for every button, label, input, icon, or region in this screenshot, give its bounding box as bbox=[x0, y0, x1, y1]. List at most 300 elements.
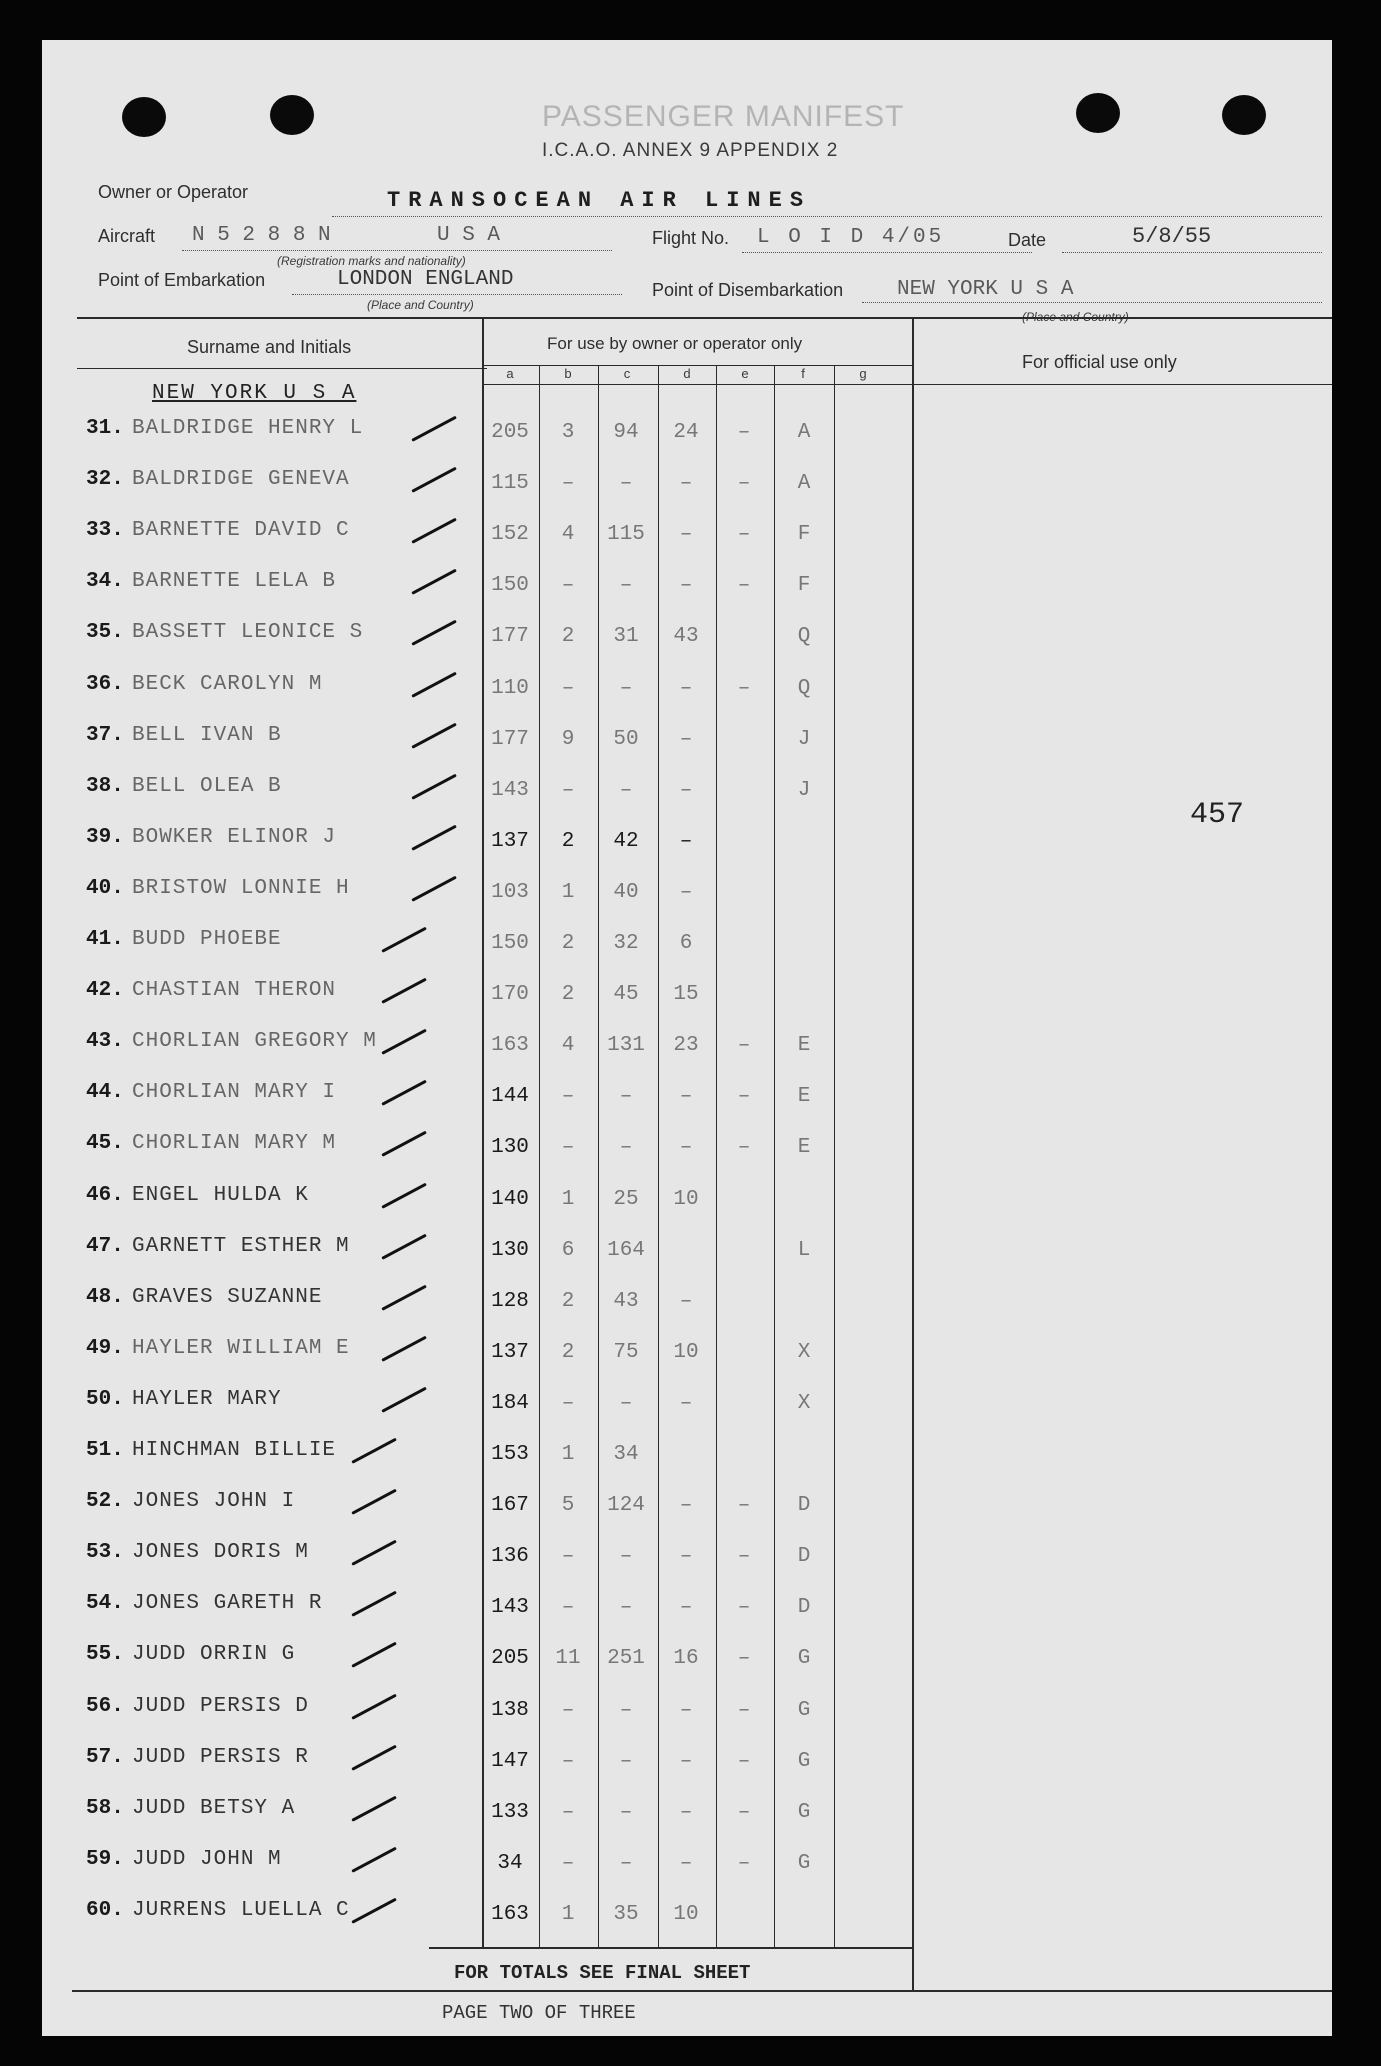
cell-b: 2 bbox=[561, 830, 575, 853]
column-letter-c: c bbox=[623, 366, 631, 381]
check-mark-icon bbox=[381, 1080, 427, 1106]
cell-d: 43 bbox=[673, 625, 699, 648]
cell-f: E bbox=[797, 1085, 811, 1108]
owner-rule bbox=[332, 216, 1322, 217]
cell-d: – bbox=[679, 1545, 693, 1568]
cell-d: 10 bbox=[673, 1341, 699, 1364]
check-mark-icon bbox=[411, 825, 457, 851]
cell-b: – bbox=[561, 1852, 575, 1875]
cell-a: 147 bbox=[491, 1750, 529, 1773]
cell-a: 110 bbox=[491, 677, 529, 700]
cell-c: – bbox=[619, 1852, 633, 1875]
cell-d: – bbox=[679, 1136, 693, 1159]
row-number: 47. bbox=[86, 1235, 124, 1258]
cell-f: X bbox=[797, 1341, 811, 1364]
row-number: 34. bbox=[86, 570, 124, 593]
cell-c: – bbox=[619, 574, 633, 597]
punch-hole-icon bbox=[1222, 95, 1266, 135]
cell-c: 34 bbox=[613, 1443, 639, 1466]
cell-a: 163 bbox=[491, 1903, 529, 1926]
cell-b: 3 bbox=[561, 421, 575, 444]
cell-a: 144 bbox=[491, 1085, 529, 1108]
passenger-name: HINCHMAN BILLIE bbox=[132, 1439, 337, 1462]
passenger-name: JUDD PERSIS D bbox=[132, 1695, 309, 1718]
date-label: Date bbox=[1008, 230, 1047, 250]
cell-d: – bbox=[679, 1852, 693, 1875]
annex-reference: I.C.A.O. ANNEX 9 APPENDIX 2 bbox=[542, 140, 839, 161]
row-number: 42. bbox=[86, 979, 124, 1002]
cell-d: 6 bbox=[679, 932, 693, 955]
passenger-name: BELL OLEA B bbox=[132, 775, 282, 798]
totals-bottom-rule bbox=[72, 1990, 1332, 1992]
cell-b: – bbox=[561, 779, 575, 802]
cell-c: 32 bbox=[613, 932, 639, 955]
column-letter-g: g bbox=[859, 366, 867, 381]
cell-c: 42 bbox=[613, 830, 639, 853]
cell-e: – bbox=[737, 1034, 751, 1057]
cell-a: 140 bbox=[491, 1188, 529, 1211]
cell-f: G bbox=[797, 1750, 811, 1773]
cell-d: 23 bbox=[673, 1034, 699, 1057]
cell-e: – bbox=[737, 677, 751, 700]
cell-f: D bbox=[797, 1596, 811, 1619]
disembarkation-label: Point of Disembarkation bbox=[652, 280, 844, 300]
passenger-name: JONES DORIS M bbox=[132, 1541, 309, 1564]
check-mark-icon bbox=[411, 467, 457, 493]
cell-b: 2 bbox=[561, 1290, 575, 1313]
cell-b: 6 bbox=[561, 1239, 575, 1262]
row-number: 46. bbox=[86, 1184, 124, 1207]
cell-f: G bbox=[797, 1801, 811, 1824]
cell-a: 205 bbox=[491, 1647, 529, 1670]
cell-a: 152 bbox=[491, 523, 529, 546]
owner-use-header: For use by owner or operator only bbox=[547, 334, 803, 353]
page-number: PAGE TWO OF THREE bbox=[442, 2002, 636, 2024]
cell-f: E bbox=[797, 1136, 811, 1159]
cell-d: – bbox=[679, 1085, 693, 1108]
check-mark-icon bbox=[381, 1029, 427, 1055]
cell-a: 103 bbox=[491, 881, 529, 904]
cell-a: 177 bbox=[491, 728, 529, 751]
passenger-name: JURRENS LUELLA C bbox=[132, 1899, 350, 1922]
cell-a: 150 bbox=[491, 932, 529, 955]
cell-b: 1 bbox=[561, 1443, 575, 1466]
cell-b: 1 bbox=[561, 881, 575, 904]
row-number: 58. bbox=[86, 1797, 124, 1820]
cell-c: – bbox=[619, 677, 633, 700]
cell-d: – bbox=[679, 830, 693, 853]
row-number: 45. bbox=[86, 1132, 124, 1155]
passenger-name: BASSETT LEONICE S bbox=[132, 621, 364, 644]
check-mark-icon bbox=[351, 1438, 397, 1464]
check-mark-icon bbox=[381, 1234, 427, 1260]
col-divider-ef bbox=[774, 366, 775, 1947]
cell-b: 4 bbox=[561, 523, 575, 546]
row-number: 37. bbox=[86, 724, 124, 747]
cell-a: 133 bbox=[491, 1801, 529, 1824]
cell-f: G bbox=[797, 1699, 811, 1722]
cell-b: – bbox=[561, 1392, 575, 1415]
cell-a: 143 bbox=[491, 1596, 529, 1619]
cell-a: 137 bbox=[491, 1341, 529, 1364]
cell-c: 25 bbox=[613, 1188, 639, 1211]
cell-b: 2 bbox=[561, 932, 575, 955]
cell-a: 177 bbox=[491, 625, 529, 648]
column-letter-b: b bbox=[564, 366, 572, 381]
cell-a: 163 bbox=[491, 1034, 529, 1057]
row-number: 40. bbox=[86, 877, 124, 900]
cell-f: Q bbox=[797, 625, 811, 648]
disembarkation-value: NEW YORK U S A bbox=[897, 278, 1074, 301]
passenger-name: CHORLIAN MARY I bbox=[132, 1081, 337, 1104]
row-number: 41. bbox=[86, 928, 124, 951]
cell-b: – bbox=[561, 1136, 575, 1159]
passenger-name: BOWKER ELINOR J bbox=[132, 826, 337, 849]
cell-d: – bbox=[679, 1392, 693, 1415]
check-mark-icon bbox=[381, 978, 427, 1004]
passenger-name: BECK CAROLYN M bbox=[132, 673, 323, 696]
cell-a: 170 bbox=[491, 983, 529, 1006]
check-mark-icon bbox=[381, 1387, 427, 1413]
embarkation-label: Point of Embarkation bbox=[98, 270, 266, 290]
cell-a: 34 bbox=[497, 1852, 523, 1875]
colletters-underline bbox=[482, 384, 912, 385]
row-number: 33. bbox=[86, 519, 124, 542]
column-letter-d: d bbox=[683, 366, 691, 381]
surname-underline bbox=[77, 368, 487, 369]
surname-header: Surname and Initials bbox=[187, 337, 352, 357]
cell-a: 153 bbox=[491, 1443, 529, 1466]
cell-b: 5 bbox=[561, 1494, 575, 1517]
check-mark-icon bbox=[411, 723, 457, 749]
cell-e: – bbox=[737, 1085, 751, 1108]
totals-top-rule bbox=[429, 1947, 914, 1949]
aircraft-rule bbox=[182, 250, 612, 251]
passenger-name: HAYLER WILLIAM E bbox=[132, 1337, 350, 1360]
row-number: 49. bbox=[86, 1337, 124, 1360]
cell-c: 31 bbox=[613, 625, 639, 648]
cell-c: 124 bbox=[607, 1494, 645, 1517]
cell-b: – bbox=[561, 1545, 575, 1568]
cell-c: 75 bbox=[613, 1341, 639, 1364]
col-divider-cd bbox=[658, 366, 659, 1947]
cell-c: 131 bbox=[607, 1034, 645, 1057]
cell-d: – bbox=[679, 1750, 693, 1773]
cell-e: – bbox=[737, 574, 751, 597]
column-letter-e: e bbox=[741, 366, 749, 381]
cell-e: – bbox=[737, 1136, 751, 1159]
official-underline bbox=[912, 384, 1332, 385]
check-mark-icon bbox=[411, 672, 457, 698]
cell-d: – bbox=[679, 574, 693, 597]
cell-d: 15 bbox=[673, 983, 699, 1006]
official-note: 457 bbox=[1190, 798, 1245, 832]
row-number: 51. bbox=[86, 1439, 124, 1462]
check-mark-icon bbox=[351, 1847, 397, 1873]
aircraft-registration: N 5 2 8 8 N bbox=[192, 224, 331, 247]
passenger-name: BALDRIDGE HENRY L bbox=[132, 417, 364, 440]
passenger-name: HAYLER MARY bbox=[132, 1388, 282, 1411]
cell-b: – bbox=[561, 1801, 575, 1824]
section-heading: NEW YORK U S A bbox=[152, 382, 357, 405]
cell-c: 94 bbox=[613, 421, 639, 444]
cell-a: 130 bbox=[491, 1239, 529, 1262]
row-number: 52. bbox=[86, 1490, 124, 1513]
cell-c: – bbox=[619, 1801, 633, 1824]
col-divider-fg bbox=[834, 366, 835, 1947]
cell-c: 40 bbox=[613, 881, 639, 904]
row-number: 55. bbox=[86, 1643, 124, 1666]
check-mark-icon bbox=[411, 569, 457, 595]
cell-c: – bbox=[619, 779, 633, 802]
cell-f: F bbox=[797, 523, 811, 546]
cell-c: 43 bbox=[613, 1290, 639, 1313]
aircraft-label: Aircraft bbox=[98, 226, 156, 246]
passenger-name: JUDD JOHN M bbox=[132, 1848, 282, 1871]
cell-d: – bbox=[679, 779, 693, 802]
cell-c: – bbox=[619, 1392, 633, 1415]
embarkation-value: LONDON ENGLAND bbox=[337, 268, 514, 291]
cell-a: 150 bbox=[491, 574, 529, 597]
check-mark-icon bbox=[411, 876, 457, 902]
cell-e: – bbox=[737, 1852, 751, 1875]
cell-d: – bbox=[679, 728, 693, 751]
cell-e: – bbox=[737, 1494, 751, 1517]
cell-e: – bbox=[737, 1801, 751, 1824]
cell-d: – bbox=[679, 677, 693, 700]
row-number: 53. bbox=[86, 1541, 124, 1564]
check-mark-icon bbox=[351, 1796, 397, 1822]
cell-c: 251 bbox=[607, 1647, 645, 1670]
check-mark-icon bbox=[411, 518, 457, 544]
cell-b: – bbox=[561, 574, 575, 597]
cell-f: D bbox=[797, 1545, 811, 1568]
cell-d: – bbox=[679, 881, 693, 904]
owner-value: TRANSOCEAN AIR LINES bbox=[387, 188, 812, 213]
passenger-name: CHORLIAN MARY M bbox=[132, 1132, 337, 1155]
passenger-name: BARNETTE LELA B bbox=[132, 570, 337, 593]
cell-d: – bbox=[679, 523, 693, 546]
row-number: 59. bbox=[86, 1848, 124, 1871]
cell-f: J bbox=[797, 728, 811, 751]
cell-c: 164 bbox=[607, 1239, 645, 1262]
punch-hole-icon bbox=[122, 97, 166, 137]
passenger-name: ENGEL HULDA K bbox=[132, 1184, 309, 1207]
cell-e: – bbox=[737, 1699, 751, 1722]
column-letter-f: f bbox=[801, 366, 805, 381]
manifest-sheet bbox=[42, 40, 1332, 2036]
cell-f: F bbox=[797, 574, 811, 597]
cell-f: X bbox=[797, 1392, 811, 1415]
passenger-name: CHASTIAN THERON bbox=[132, 979, 337, 1002]
cell-c: – bbox=[619, 1596, 633, 1619]
cell-c: – bbox=[619, 1136, 633, 1159]
passenger-name: BARNETTE DAVID C bbox=[132, 519, 350, 542]
cell-b: 9 bbox=[561, 728, 575, 751]
cell-b: – bbox=[561, 472, 575, 495]
cell-e: – bbox=[737, 1750, 751, 1773]
cell-b: – bbox=[561, 1596, 575, 1619]
cell-c: – bbox=[619, 472, 633, 495]
passenger-name: BRISTOW LONNIE H bbox=[132, 877, 350, 900]
cell-e: – bbox=[737, 523, 751, 546]
cell-a: 184 bbox=[491, 1392, 529, 1415]
cell-a: 128 bbox=[491, 1290, 529, 1313]
cell-c: – bbox=[619, 1699, 633, 1722]
aircraft-nationality: U S A bbox=[437, 224, 501, 247]
passenger-name: JUDD ORRIN G bbox=[132, 1643, 296, 1666]
cell-a: 143 bbox=[491, 779, 529, 802]
cell-a: 138 bbox=[491, 1699, 529, 1722]
owner-label: Owner or Operator bbox=[98, 182, 249, 202]
passenger-name: GRAVES SUZANNE bbox=[132, 1286, 323, 1309]
cell-a: 130 bbox=[491, 1136, 529, 1159]
passenger-name: JONES JOHN I bbox=[132, 1490, 296, 1513]
column-letter-a: a bbox=[506, 366, 514, 381]
cell-e: – bbox=[737, 472, 751, 495]
flight-rule bbox=[742, 252, 1032, 253]
cell-d: – bbox=[679, 472, 693, 495]
flight-label: Flight No. bbox=[652, 228, 730, 248]
passenger-name: JUDD BETSY A bbox=[132, 1797, 296, 1820]
cell-d: 10 bbox=[673, 1903, 699, 1926]
check-mark-icon bbox=[381, 1336, 427, 1362]
cell-c: 115 bbox=[607, 523, 645, 546]
cell-f: D bbox=[797, 1494, 811, 1517]
check-mark-icon bbox=[381, 1183, 427, 1209]
table-top-rule bbox=[77, 317, 1332, 319]
row-number: 60. bbox=[86, 1899, 124, 1922]
cell-f: G bbox=[797, 1647, 811, 1670]
cell-b: – bbox=[561, 1699, 575, 1722]
col-divider-ab bbox=[539, 366, 540, 1947]
embarkation-note: (Place and Country) bbox=[367, 298, 474, 312]
check-mark-icon bbox=[351, 1489, 397, 1515]
cell-f: J bbox=[797, 779, 811, 802]
cell-b: 2 bbox=[561, 983, 575, 1006]
date-value: 5/8/55 bbox=[1132, 224, 1212, 249]
row-number: 38. bbox=[86, 775, 124, 798]
cell-f: L bbox=[797, 1239, 811, 1262]
cell-c: – bbox=[619, 1750, 633, 1773]
cell-b: 1 bbox=[561, 1188, 575, 1211]
cell-d: – bbox=[679, 1596, 693, 1619]
cell-f: A bbox=[797, 472, 811, 495]
cell-d: – bbox=[679, 1801, 693, 1824]
row-number: 35. bbox=[86, 621, 124, 644]
col-divider-official bbox=[912, 317, 914, 1990]
row-number: 39. bbox=[86, 826, 124, 849]
check-mark-icon bbox=[351, 1540, 397, 1566]
totals-note: FOR TOTALS SEE FINAL SHEET bbox=[454, 1962, 751, 1984]
passenger-name: JONES GARETH R bbox=[132, 1592, 323, 1615]
check-mark-icon bbox=[381, 1285, 427, 1311]
cell-e: – bbox=[737, 421, 751, 444]
cell-b: 2 bbox=[561, 1341, 575, 1364]
col-divider-de bbox=[716, 366, 717, 1947]
official-use-header: For official use only bbox=[1022, 352, 1177, 372]
cell-c: 50 bbox=[613, 728, 639, 751]
row-number: 31. bbox=[86, 417, 124, 440]
cell-c: – bbox=[619, 1545, 633, 1568]
check-mark-icon bbox=[351, 1591, 397, 1617]
row-number: 57. bbox=[86, 1746, 124, 1769]
cell-f: A bbox=[797, 421, 811, 444]
row-number: 44. bbox=[86, 1081, 124, 1104]
cell-b: – bbox=[561, 677, 575, 700]
check-mark-icon bbox=[381, 927, 427, 953]
check-mark-icon bbox=[351, 1745, 397, 1771]
passenger-name: JUDD PERSIS R bbox=[132, 1746, 309, 1769]
cell-a: 167 bbox=[491, 1494, 529, 1517]
row-number: 56. bbox=[86, 1695, 124, 1718]
cell-a: 205 bbox=[491, 421, 529, 444]
cell-b: 1 bbox=[561, 1903, 575, 1926]
cell-d: 10 bbox=[673, 1188, 699, 1211]
passenger-name: BELL IVAN B bbox=[132, 724, 282, 747]
cell-a: 137 bbox=[491, 830, 529, 853]
col-divider-bc bbox=[598, 366, 599, 1947]
check-mark-icon bbox=[351, 1642, 397, 1668]
disembarkation-rule bbox=[862, 302, 1322, 303]
cell-b: 4 bbox=[561, 1034, 575, 1057]
flight-number: L O I D 4/05 bbox=[757, 226, 945, 249]
check-mark-icon bbox=[351, 1898, 397, 1924]
cell-c: 35 bbox=[613, 1903, 639, 1926]
cell-f: G bbox=[797, 1852, 811, 1875]
check-mark-icon bbox=[381, 1131, 427, 1157]
cell-b: – bbox=[561, 1750, 575, 1773]
check-mark-icon bbox=[411, 416, 457, 442]
row-number: 48. bbox=[86, 1286, 124, 1309]
check-mark-icon bbox=[411, 620, 457, 646]
cell-a: 136 bbox=[491, 1545, 529, 1568]
manifest-title: PASSENGER MANIFEST bbox=[542, 100, 905, 133]
embarkation-rule bbox=[292, 294, 622, 295]
aircraft-note: (Registration marks and nationality) bbox=[277, 254, 466, 268]
cell-c: – bbox=[619, 1085, 633, 1108]
passenger-name: BUDD PHOEBE bbox=[132, 928, 282, 951]
cell-f: E bbox=[797, 1034, 811, 1057]
punch-hole-icon bbox=[270, 95, 314, 135]
cell-d: – bbox=[679, 1699, 693, 1722]
row-number: 32. bbox=[86, 468, 124, 491]
date-rule bbox=[1062, 252, 1322, 253]
cell-b: 2 bbox=[561, 625, 575, 648]
cell-f: Q bbox=[797, 677, 811, 700]
cell-e: – bbox=[737, 1647, 751, 1670]
cell-b: 11 bbox=[555, 1647, 581, 1670]
cell-d: – bbox=[679, 1494, 693, 1517]
punch-hole-icon bbox=[1076, 93, 1120, 133]
cell-d: 24 bbox=[673, 421, 699, 444]
cell-a: 115 bbox=[491, 472, 529, 495]
passenger-name: CHORLIAN GREGORY M bbox=[132, 1030, 377, 1053]
passenger-name: BALDRIDGE GENEVA bbox=[132, 468, 350, 491]
check-mark-icon bbox=[351, 1694, 397, 1720]
cell-e: – bbox=[737, 1596, 751, 1619]
cell-d: 16 bbox=[673, 1647, 699, 1670]
cell-d: – bbox=[679, 1290, 693, 1313]
row-number: 36. bbox=[86, 673, 124, 696]
check-mark-icon bbox=[411, 774, 457, 800]
passenger-name: GARNETT ESTHER M bbox=[132, 1235, 350, 1258]
cell-c: 45 bbox=[613, 983, 639, 1006]
row-number: 50. bbox=[86, 1388, 124, 1411]
cell-b: – bbox=[561, 1085, 575, 1108]
row-number: 54. bbox=[86, 1592, 124, 1615]
row-number: 43. bbox=[86, 1030, 124, 1053]
